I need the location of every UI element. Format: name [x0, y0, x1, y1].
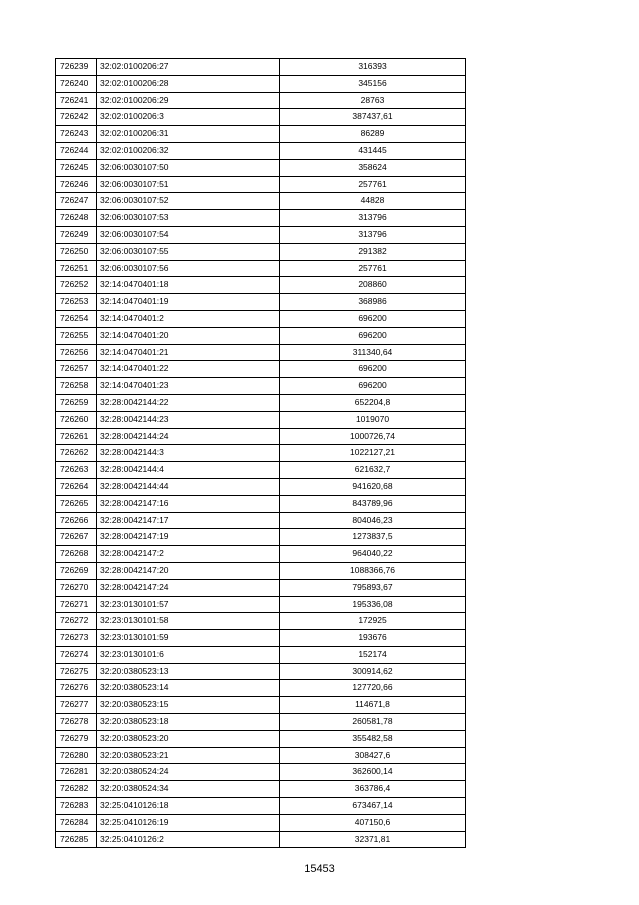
table-row: [56, 730, 466, 747]
table-row: [56, 109, 466, 126]
cadastral-number-cell: 32:20:0380523:20: [97, 730, 280, 747]
value-cell: 193676: [280, 630, 466, 647]
value-cell: 311340,64: [280, 344, 466, 361]
cadastral-number-cell: 32:28:0042147:2: [97, 546, 280, 563]
table-row: [56, 747, 466, 764]
row-id-cell: 726258: [56, 378, 97, 395]
value-cell: 208860: [280, 277, 466, 294]
table-row: [56, 226, 466, 243]
value-cell: 195336,08: [280, 596, 466, 613]
value-cell: 368986: [280, 294, 466, 311]
table-row: [56, 546, 466, 563]
table-row: [56, 478, 466, 495]
row-id-cell: 726253: [56, 294, 97, 311]
cadastral-number-cell: 32:20:0380524:34: [97, 781, 280, 798]
row-id-cell: 726282: [56, 781, 97, 798]
cadastral-number-cell: 32:28:0042144:22: [97, 394, 280, 411]
value-cell: 673467,14: [280, 798, 466, 815]
row-id-cell: 726257: [56, 361, 97, 378]
value-cell: 696200: [280, 327, 466, 344]
row-id-cell: 726281: [56, 764, 97, 781]
cadastral-number-cell: 32:23:0130101:57: [97, 596, 280, 613]
value-cell: 152174: [280, 646, 466, 663]
row-id-cell: 726263: [56, 462, 97, 479]
row-id-cell: 726266: [56, 512, 97, 529]
value-cell: 1000726,74: [280, 428, 466, 445]
value-cell: 362600,14: [280, 764, 466, 781]
row-id-cell: 726285: [56, 831, 97, 848]
table-row: [56, 697, 466, 714]
cadastral-number-cell: 32:14:0470401:21: [97, 344, 280, 361]
cadastral-number-cell: 32:25:0410126:18: [97, 798, 280, 815]
row-id-cell: 726265: [56, 495, 97, 512]
cadastral-number-cell: 32:14:0470401:20: [97, 327, 280, 344]
value-cell: 696200: [280, 378, 466, 395]
value-cell: 652204,8: [280, 394, 466, 411]
table-row: [56, 798, 466, 815]
cadastral-number-cell: 32:06:0030107:53: [97, 210, 280, 227]
table-row: [56, 613, 466, 630]
table-row: [56, 630, 466, 647]
value-cell: 1019070: [280, 411, 466, 428]
row-id-cell: 726245: [56, 159, 97, 176]
table-row: [56, 294, 466, 311]
row-id-cell: 726284: [56, 814, 97, 831]
cadastral-number-cell: 32:28:0042147:17: [97, 512, 280, 529]
cadastral-number-cell: 32:02:0100206:3: [97, 109, 280, 126]
cadastral-number-cell: 32:02:0100206:32: [97, 142, 280, 159]
table-row: [56, 59, 466, 76]
cadastral-number-cell: 32:28:0042147:20: [97, 562, 280, 579]
value-cell: 363786,4: [280, 781, 466, 798]
table-row: [56, 193, 466, 210]
value-cell: 260581,78: [280, 714, 466, 731]
row-id-cell: 726279: [56, 730, 97, 747]
cadastral-number-cell: 32:28:0042147:16: [97, 495, 280, 512]
cadastral-number-cell: 32:06:0030107:50: [97, 159, 280, 176]
row-id-cell: 726241: [56, 92, 97, 109]
cadastral-number-cell: 32:14:0470401:2: [97, 310, 280, 327]
row-id-cell: 726243: [56, 126, 97, 143]
value-cell: 345156: [280, 75, 466, 92]
cadastral-number-cell: 32:28:0042144:44: [97, 478, 280, 495]
table-row: [56, 495, 466, 512]
table-row: [56, 277, 466, 294]
cadastral-number-cell: 32:23:0130101:58: [97, 613, 280, 630]
row-id-cell: 726249: [56, 226, 97, 243]
table-row: [56, 579, 466, 596]
value-cell: 291382: [280, 243, 466, 260]
table-row: [56, 210, 466, 227]
value-cell: 358624: [280, 159, 466, 176]
row-id-cell: 726280: [56, 747, 97, 764]
table-row: [56, 243, 466, 260]
table-row: [56, 814, 466, 831]
row-id-cell: 726246: [56, 176, 97, 193]
table-row: [56, 764, 466, 781]
value-cell: 355482,58: [280, 730, 466, 747]
cadastral-number-cell: 32:02:0100206:31: [97, 126, 280, 143]
value-cell: 313796: [280, 210, 466, 227]
cadastral-number-cell: 32:02:0100206:27: [97, 59, 280, 76]
table-row: [56, 680, 466, 697]
row-id-cell: 726242: [56, 109, 97, 126]
cadastral-number-cell: 32:14:0470401:18: [97, 277, 280, 294]
value-cell: 696200: [280, 310, 466, 327]
row-id-cell: 726251: [56, 260, 97, 277]
cadastral-number-cell: 32:14:0470401:22: [97, 361, 280, 378]
row-id-cell: 726255: [56, 327, 97, 344]
row-id-cell: 726254: [56, 310, 97, 327]
cadastral-value-table: [55, 58, 466, 848]
row-id-cell: 726276: [56, 680, 97, 697]
cadastral-number-cell: 32:06:0030107:54: [97, 226, 280, 243]
table-row: [56, 394, 466, 411]
cadastral-number-cell: 32:28:0042147:19: [97, 529, 280, 546]
value-cell: 28763: [280, 92, 466, 109]
cadastral-number-cell: 32:20:0380523:13: [97, 663, 280, 680]
row-id-cell: 726259: [56, 394, 97, 411]
value-cell: 308427,6: [280, 747, 466, 764]
row-id-cell: 726240: [56, 75, 97, 92]
cadastral-number-cell: 32:20:0380523:15: [97, 697, 280, 714]
value-cell: 86289: [280, 126, 466, 143]
row-id-cell: 726272: [56, 613, 97, 630]
value-cell: 114671,8: [280, 697, 466, 714]
cadastral-number-cell: 32:25:0410126:2: [97, 831, 280, 848]
cadastral-number-cell: 32:23:0130101:6: [97, 646, 280, 663]
cadastral-number-cell: 32:14:0470401:19: [97, 294, 280, 311]
table-row: [56, 344, 466, 361]
value-cell: 941620,68: [280, 478, 466, 495]
row-id-cell: 726244: [56, 142, 97, 159]
table-row: [56, 462, 466, 479]
table-row: [56, 529, 466, 546]
cadastral-number-cell: 32:28:0042144:3: [97, 445, 280, 462]
table-row: [56, 663, 466, 680]
row-id-cell: 726247: [56, 193, 97, 210]
value-cell: 172925: [280, 613, 466, 630]
cadastral-number-cell: 32:28:0042147:24: [97, 579, 280, 596]
table-row: [56, 646, 466, 663]
table-row: [56, 92, 466, 109]
cadastral-number-cell: 32:02:0100206:29: [97, 92, 280, 109]
value-cell: 257761: [280, 260, 466, 277]
row-id-cell: 726268: [56, 546, 97, 563]
value-cell: 964040,22: [280, 546, 466, 563]
table-row: [56, 512, 466, 529]
cadastral-number-cell: 32:28:0042144:24: [97, 428, 280, 445]
cadastral-number-cell: 32:25:0410126:19: [97, 814, 280, 831]
row-id-cell: 726256: [56, 344, 97, 361]
table-row: [56, 159, 466, 176]
cadastral-number-cell: 32:20:0380523:18: [97, 714, 280, 731]
row-id-cell: 726274: [56, 646, 97, 663]
cadastral-number-cell: 32:02:0100206:28: [97, 75, 280, 92]
value-cell: 387437,61: [280, 109, 466, 126]
row-id-cell: 726270: [56, 579, 97, 596]
table-row: [56, 428, 466, 445]
value-cell: 1273837,5: [280, 529, 466, 546]
table-row: [56, 411, 466, 428]
table-row: [56, 260, 466, 277]
table-row: [56, 327, 466, 344]
table-body: [56, 59, 466, 848]
value-cell: 127720,66: [280, 680, 466, 697]
value-cell: 431445: [280, 142, 466, 159]
table-row: [56, 714, 466, 731]
cadastral-number-cell: 32:06:0030107:52: [97, 193, 280, 210]
row-id-cell: 726264: [56, 478, 97, 495]
value-cell: 804046,23: [280, 512, 466, 529]
row-id-cell: 726252: [56, 277, 97, 294]
table-row: [56, 596, 466, 613]
cadastral-number-cell: 32:28:0042144:23: [97, 411, 280, 428]
table-row: [56, 142, 466, 159]
value-cell: 621632,7: [280, 462, 466, 479]
value-cell: 696200: [280, 361, 466, 378]
row-id-cell: 726250: [56, 243, 97, 260]
table-row: [56, 176, 466, 193]
row-id-cell: 726277: [56, 697, 97, 714]
cadastral-number-cell: 32:28:0042144:4: [97, 462, 280, 479]
row-id-cell: 726262: [56, 445, 97, 462]
table-row: [56, 310, 466, 327]
row-id-cell: 726283: [56, 798, 97, 815]
value-cell: 44828: [280, 193, 466, 210]
value-cell: 843789,96: [280, 495, 466, 512]
value-cell: 257761: [280, 176, 466, 193]
cadastral-number-cell: 32:23:0130101:59: [97, 630, 280, 647]
table-row: [56, 445, 466, 462]
cadastral-number-cell: 32:14:0470401:23: [97, 378, 280, 395]
row-id-cell: 726273: [56, 630, 97, 647]
table-row: [56, 378, 466, 395]
row-id-cell: 726275: [56, 663, 97, 680]
cadastral-number-cell: 32:06:0030107:51: [97, 176, 280, 193]
cadastral-number-cell: 32:20:0380523:14: [97, 680, 280, 697]
table-row: [56, 781, 466, 798]
row-id-cell: 726267: [56, 529, 97, 546]
row-id-cell: 726269: [56, 562, 97, 579]
table-row: [56, 831, 466, 848]
cadastral-number-cell: 32:06:0030107:55: [97, 243, 280, 260]
page-number: 15453: [304, 863, 335, 875]
row-id-cell: 726278: [56, 714, 97, 731]
cadastral-number-cell: 32:20:0380523:21: [97, 747, 280, 764]
value-cell: 795893,67: [280, 579, 466, 596]
table-row: [56, 361, 466, 378]
row-id-cell: 726261: [56, 428, 97, 445]
value-cell: 316393: [280, 59, 466, 76]
value-cell: 407150,6: [280, 814, 466, 831]
value-cell: 1088366,76: [280, 562, 466, 579]
table-row: [56, 562, 466, 579]
row-id-cell: 726239: [56, 59, 97, 76]
row-id-cell: 726248: [56, 210, 97, 227]
row-id-cell: 726260: [56, 411, 97, 428]
table-row: [56, 126, 466, 143]
value-cell: 300914,62: [280, 663, 466, 680]
value-cell: 32371,81: [280, 831, 466, 848]
table-row: [56, 75, 466, 92]
cadastral-number-cell: 32:20:0380524:24: [97, 764, 280, 781]
value-cell: 1022127,21: [280, 445, 466, 462]
cadastral-number-cell: 32:06:0030107:56: [97, 260, 280, 277]
value-cell: 313796: [280, 226, 466, 243]
row-id-cell: 726271: [56, 596, 97, 613]
